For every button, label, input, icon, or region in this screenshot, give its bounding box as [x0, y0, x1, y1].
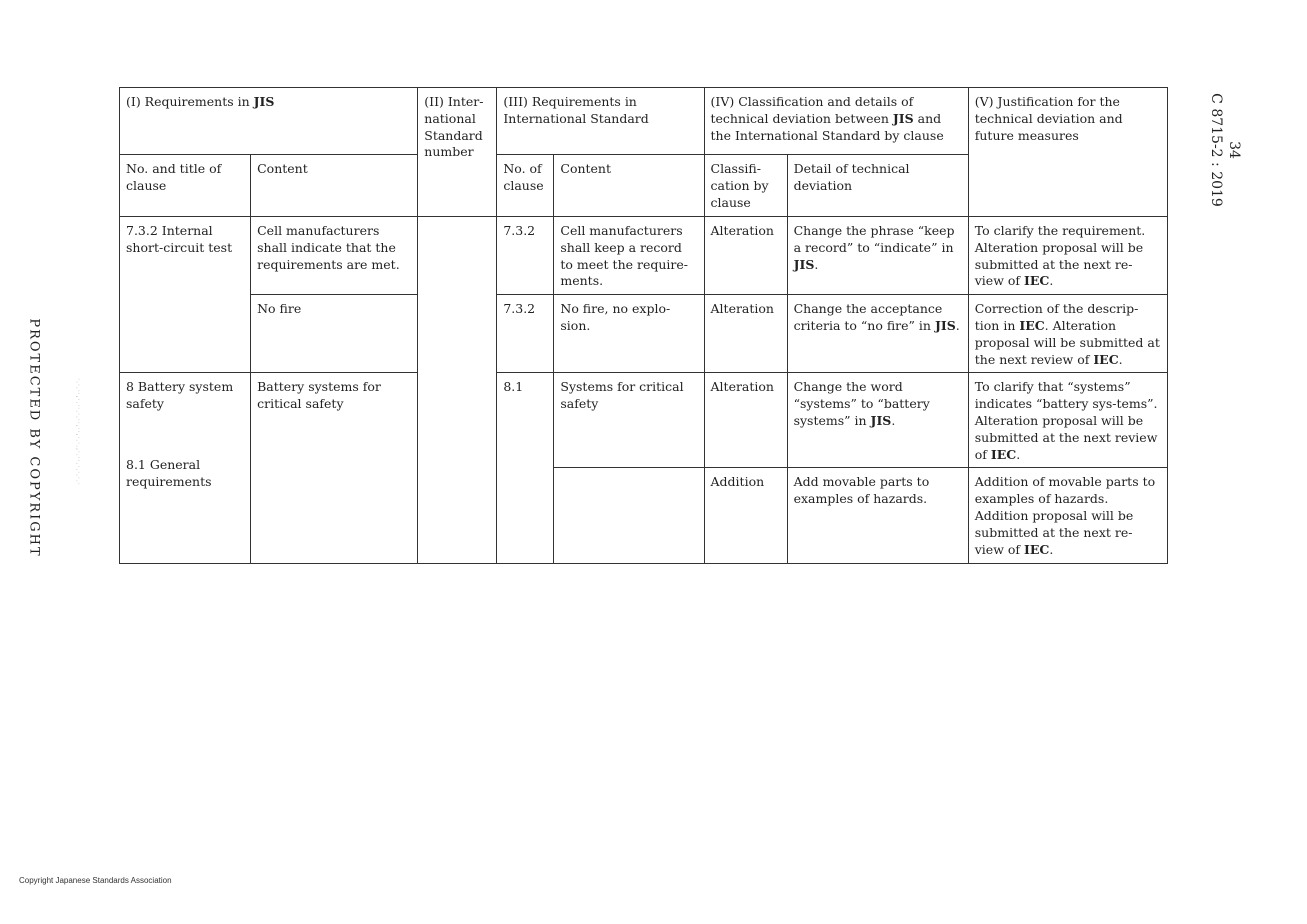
- cell-classification: Addition: [704, 468, 787, 564]
- cell-is-no: 7.3.2: [497, 217, 554, 295]
- clause-8-1-title: 8.1 General requirements: [126, 456, 212, 489]
- cell-jis-clause: 7.3.2 Internal short-circuit test: [120, 217, 251, 373]
- subheader-content-is: Content: [554, 155, 704, 217]
- header-requirements-jis: (I) Requirements in JIS: [120, 88, 418, 155]
- subheader-content: Content: [251, 155, 418, 217]
- subheader-classification: Classifi-cation by clause: [704, 155, 787, 217]
- copyright-watermark: PROTECTED BY COPYRIGHT: [26, 318, 42, 558]
- cell-classification: Alteration: [704, 217, 787, 295]
- cell-detail: Add movable parts to examples of hazards.: [787, 468, 968, 564]
- scan-noise: ·.·.··,·.··.·.··,··,·.·.,·.··.·.·.·.·: [74, 378, 82, 486]
- subheader-detail: Detail of technical deviation: [787, 155, 968, 217]
- cell-justification: To clarify that “systems” indicates “battery sys-tems”. Alteration proposal will be submitted at the next review of IEC.: [968, 373, 1167, 468]
- subheader-no-title: No. and title of clause: [120, 155, 251, 217]
- header-classification-details: (IV) Classification and details of technical deviation between JIS and the International Standard by clause: [704, 88, 968, 155]
- cell-detail: Change the word “systems” to “battery systems” in JIS.: [787, 373, 968, 468]
- header-requirements-international: (III) Requirements in International Standard: [497, 88, 704, 155]
- page-number: 34: [1226, 141, 1242, 159]
- cell-is-no: 8.1: [497, 373, 554, 564]
- cell-is-no: 7.3.2: [497, 295, 554, 373]
- cell-justification: Addition of movable parts to examples of hazards. Addition proposal will be submitted at the next re-view of IEC.: [968, 468, 1167, 564]
- cell-jis-content: Cell manufacturers shall indicate that the requirements are met.: [251, 217, 418, 295]
- cell-classification: Alteration: [704, 295, 787, 373]
- jis-label: JIS: [253, 94, 275, 109]
- subheader-no-clause: No. of clause: [497, 155, 554, 217]
- cell-jis-content: No fire: [251, 295, 418, 373]
- header-row: [120, 88, 1168, 155]
- cell-is-content: [554, 468, 704, 564]
- cell-is-content: Cell manufacturers shall keep a record to meet the require-ments.: [554, 217, 704, 295]
- cell-detail: Change the phrase “keep a record” to “indicate” in JIS.: [787, 217, 968, 295]
- header-justification: (V) Justification for the technical deviation and future measures: [968, 88, 1167, 217]
- cell-classification: Alteration: [704, 373, 787, 468]
- header-international-standard-number: (II) Inter-national Standard number: [418, 88, 497, 217]
- table-row: [120, 373, 1168, 468]
- footer-copyright: Copyright Japanese Standards Association: [19, 876, 172, 885]
- deviation-table: [119, 87, 1168, 564]
- cell-is-number: [418, 217, 497, 564]
- cell-justification: Correction of the descrip-tion in IEC. Alteration proposal will be submitted at the next review of IEC.: [968, 295, 1167, 373]
- cell-jis-clause: [120, 373, 251, 564]
- cell-detail: Change the acceptance criteria to “no fire” in JIS.: [787, 295, 968, 373]
- cell-is-content: Systems for critical safety: [554, 373, 704, 468]
- table-row: [120, 295, 1168, 373]
- page-header: [1207, 93, 1243, 207]
- standard-designation: C 8715-2 : 2019: [1208, 93, 1224, 207]
- cell-is-content: No fire, no explo-sion.: [554, 295, 704, 373]
- cell-jis-content: Battery systems for critical safety: [251, 373, 418, 564]
- table-row: [120, 217, 1168, 295]
- cell-justification: To clarify the requirement. Alteration proposal will be submitted at the next re-view of IEC.: [968, 217, 1167, 295]
- clause-8-title: 8 Battery system safety: [126, 379, 234, 412]
